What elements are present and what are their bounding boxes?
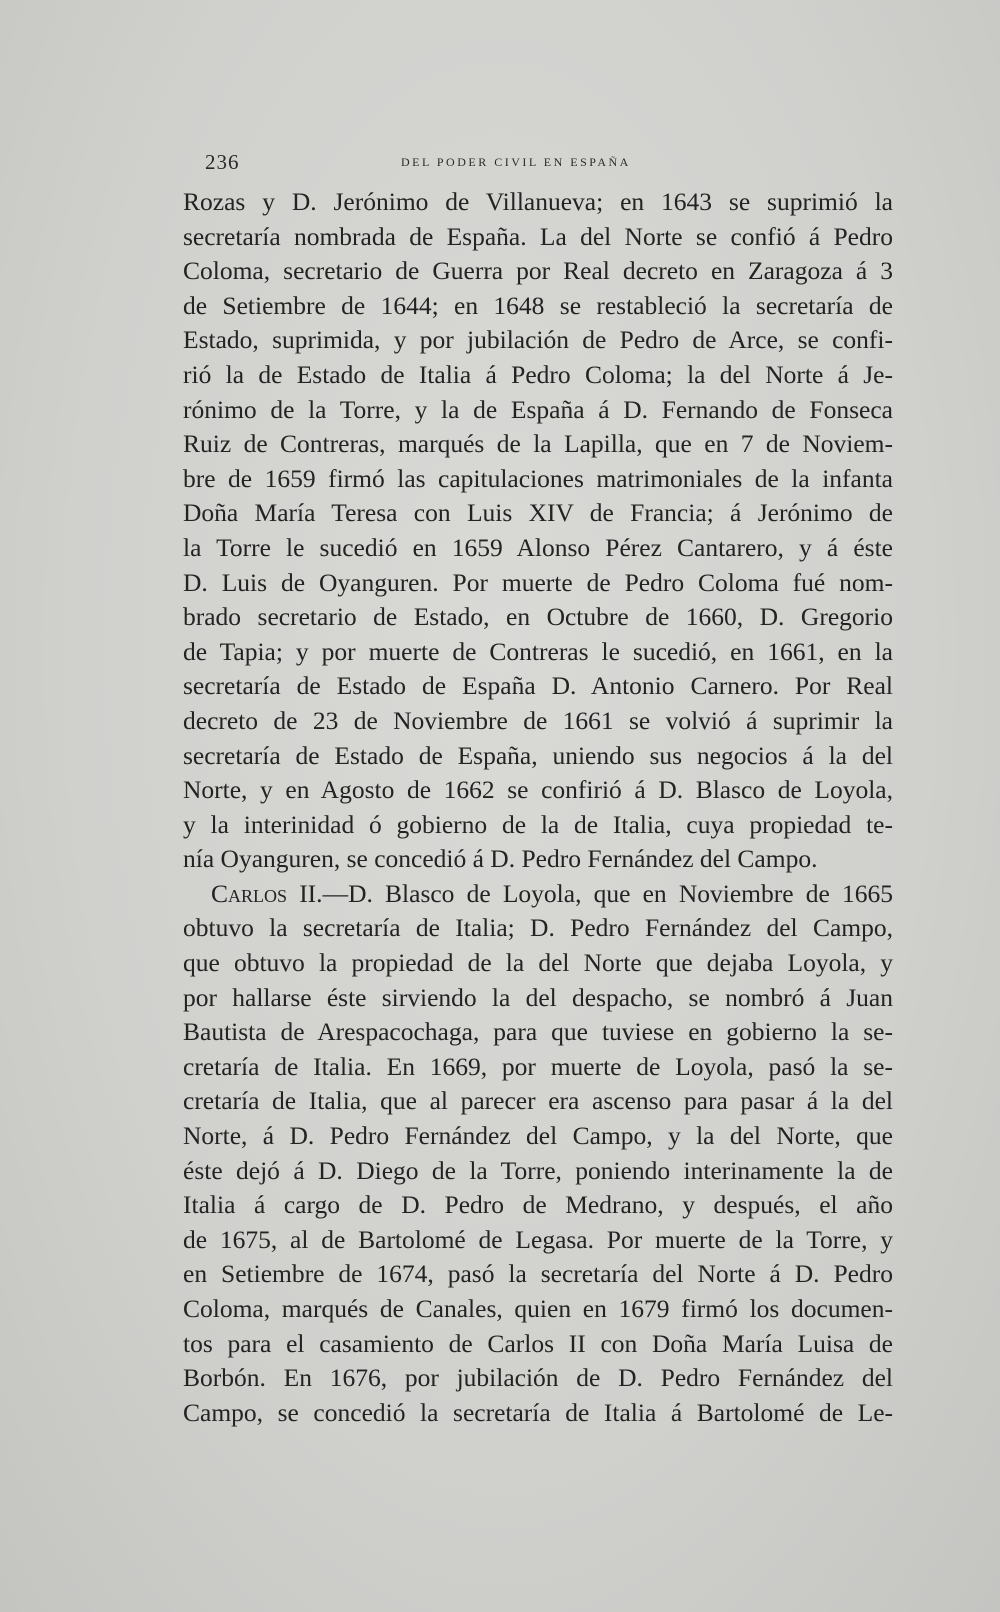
text-line: decreto de 23 de Noviembre de 1661 se volvió á suprimir la: [183, 705, 893, 735]
text-line: cretaría de Italia, que al parecer era ascenso para pasar á la del: [183, 1086, 893, 1116]
text-line: Estado, suprimida, y por jubilación de Pedro de Arce, se confi-: [183, 325, 893, 355]
text-line: Borbón. En 1676, por jubilación de D. Pedro Fernández del: [183, 1363, 893, 1393]
text-line: rió la de Estado de Italia á Pedro Coloma; la del Norte á Je-: [183, 359, 893, 389]
text-line: Coloma, secretario de Guerra por Real decreto en Zaragoza á 3: [183, 256, 893, 286]
text-line: Rozas y D. Jerónimo de Villanueva; en 1643 se suprimió la: [183, 187, 893, 216]
text-line: de Setiembre de 1644; en 1648 se restableció la secretaría de: [183, 290, 893, 320]
text-line: Bautista de Arespacochaga, para que tuviese en gobierno la se-: [183, 1017, 893, 1047]
text-line: nía Oyanguren, se concedió á D. Pedro Fernández del Campo.: [183, 844, 818, 874]
text-line: Doña María Teresa con Luis XIV de Francia; á Jerónimo de: [183, 498, 893, 528]
text-line: Ruiz de Contreras, marqués de la Lapilla, que en 7 de Noviem-: [183, 429, 893, 459]
text-line: cretaría de Italia. En 1669, por muerte de Loyola, pasó la se-: [183, 1051, 893, 1081]
text-line: por hallarse éste sirviendo la del despacho, se nombró á Juan: [183, 982, 893, 1012]
text-line: en Setiembre de 1674, pasó la secretaría del Norte á D. Pedro: [183, 1259, 893, 1289]
text-line: de Tapia; y por muerte de Contreras le sucedió, en 1661, en la: [183, 636, 893, 666]
text-line: secretaría de Estado de España, uniendo sus negocios á la del: [183, 740, 893, 770]
text-line: bre de 1659 firmó las capitulaciones matrimoniales de la infanta: [183, 463, 893, 493]
text-line: rónimo de la Torre, y la de España á D. Fernando de Fonseca: [183, 394, 893, 424]
text-line: Coloma, marqués de Canales, quien en 1679 firmó los documen-: [183, 1294, 893, 1323]
text-line: tos para el casamiento de Carlos II con Doña María Luisa de: [183, 1328, 893, 1358]
text-line: éste dejó á D. Diego de la Torre, poniendo interinamente la de: [183, 1155, 893, 1185]
text-line: de 1675, al de Bartolomé de Legasa. Por muerte de la Torre, y: [183, 1224, 893, 1254]
text-line: secretaría nombrada de España. La del Norte se confió á Pedro: [183, 221, 893, 251]
section-marker: Carlos II.: [211, 878, 323, 908]
text-line: que obtuvo la propiedad de la del Norte que dejaba Loyola, y: [183, 948, 893, 978]
text-line: Campo, se concedió la secretaría de Italia á Bartolomé de Le-: [183, 1397, 893, 1427]
page-number: 236: [205, 150, 240, 174]
text-line: obtuvo la secretaría de Italia; D. Pedro Fernández del Campo,: [183, 913, 893, 943]
text-line: brado secretario de Estado, en Octubre de 1660, D. Gregorio: [183, 602, 893, 632]
running-head: [205, 150, 670, 174]
body-text: [183, 185, 893, 1430]
text-line-section-start: Carlos II.—D. Blasco de Loyola, que en Noviembre de 1665: [211, 878, 893, 908]
text-line: y la interinidad ó gobierno de la de Italia, cuya propiedad te-: [183, 809, 893, 839]
running-head-title: DEL PODER CIVIL EN ESPAÑA: [401, 155, 631, 169]
text-line: Norte, y en Agosto de 1662 se confirió á D. Blasco de Loyola,: [183, 775, 893, 805]
text-line: D. Luis de Oyanguren. Por muerte de Pedro Coloma fué nom-: [183, 567, 893, 597]
text-line: la Torre le sucedió en 1659 Alonso Pérez Cantarero, y á éste: [183, 532, 893, 562]
text-line: Italia á cargo de D. Pedro de Medrano, y después, el año: [183, 1190, 893, 1220]
text-line: Norte, á D. Pedro Fernández del Campo, y la del Norte, que: [183, 1121, 893, 1151]
text-line: secretaría de Estado de España D. Antonio Carnero. Por Real: [183, 671, 893, 701]
